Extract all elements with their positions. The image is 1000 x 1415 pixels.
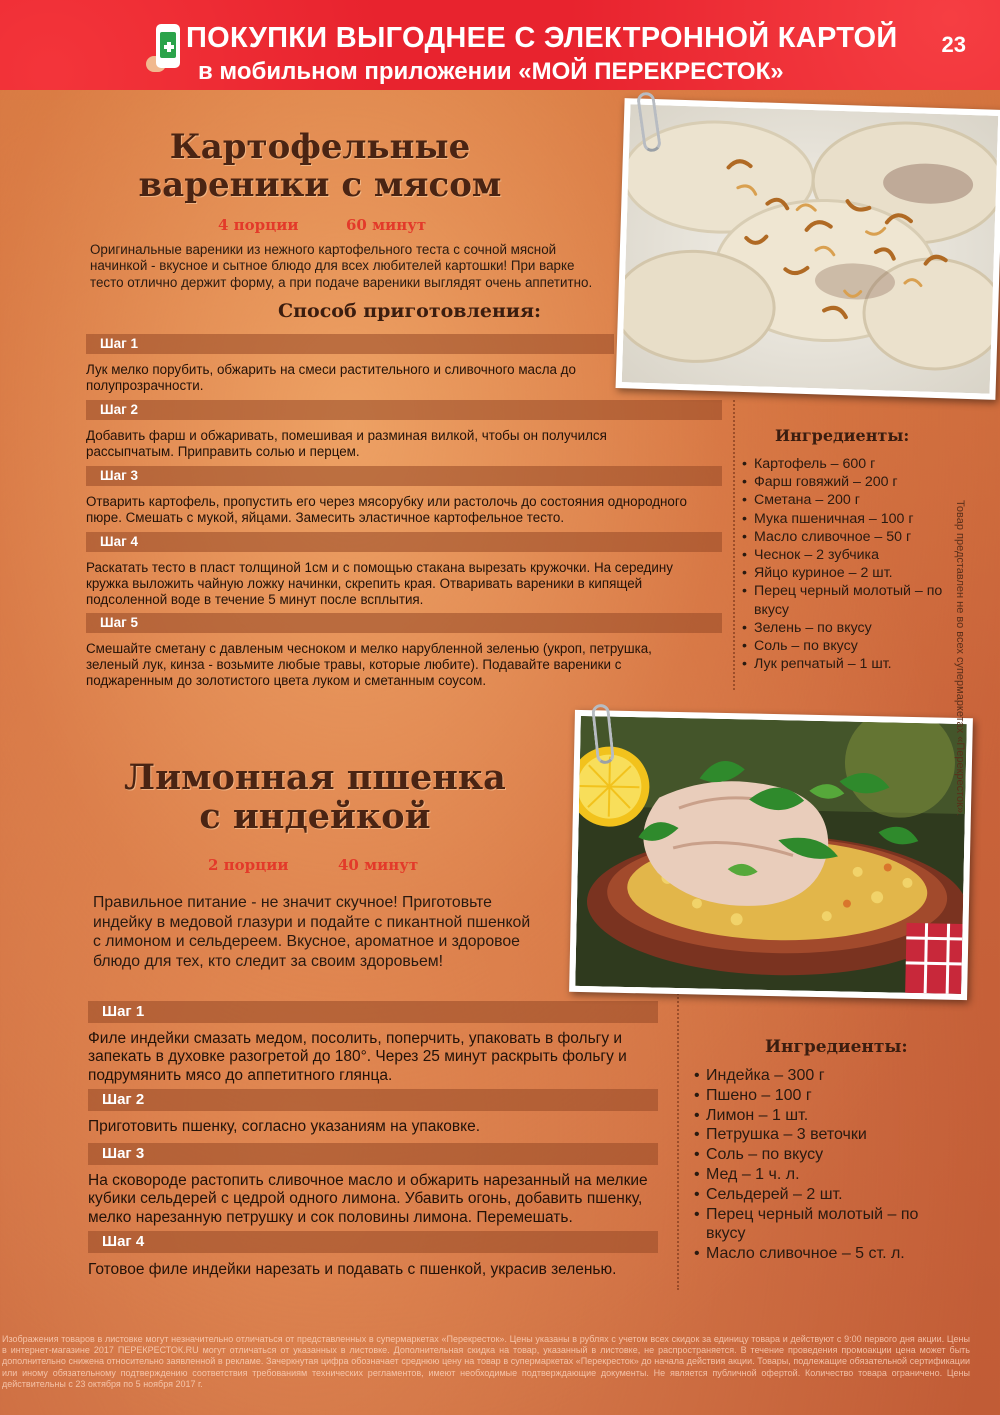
phone-app-icon: [156, 24, 180, 68]
recipe2-step3-bar: Шаг 3: [88, 1143, 658, 1165]
recipe1-intro: Оригинальные вареники из нежного картофельного теста с сочной мясной начинкой - вкусное и сытное блюдо для всех любителей картошки! При варке тесто отлично держит форму, а при подаче вареники выглядят очень аппетитно.: [90, 242, 593, 290]
recipe2-intro: Правильное питание - не значит скучное! Приготовьте индейку в медовой глазури и подайте с пикантной пшенкой с лимоном и сельдереем. Вкусное, ароматное и здоровое блюдо для тех, кто следит за своим здоровьем!: [93, 894, 531, 970]
ingredient-item: • Лимон – 1 шт.: [694, 1106, 926, 1126]
recipe1-divider: [733, 400, 735, 690]
ingredient-item: • Чеснок – 2 зубчика: [742, 546, 954, 564]
recipe1-step1-bar: Шаг 1: [86, 334, 614, 354]
ingredient-item: • Индейка – 300 г: [694, 1066, 926, 1086]
ingredient-item: • Перец черный молотый – по вкусу: [694, 1205, 926, 1245]
recipe1-step1-text: Лук мелко порубить, обжарить на смеси растительного и сливочного масла до полупрозрачности.: [86, 362, 576, 394]
ingredient-item: • Соль – по вкусу: [694, 1145, 926, 1165]
recipe1-step4-text: Раскатать тесто в пласт толщиной 1см и с помощью стакана вырезать кружочки. На середину кружка выложить чайную ложку начинки, скрепить края. Отваривать вареники в кипящей подсоленной воде в течение 5 минут после всплытия.: [86, 560, 673, 608]
page-number: 23: [941, 32, 966, 57]
promo-header: [0, 0, 1000, 90]
recipe2-step3-text: На сковороде растопить сливочное масло и обжарить нарезанный на мелкие кубики сельдерей с цедрой одного лимона. Убавить огонь, добавить пшенку, мелко нарезанную петрушку и сок половины лимона. Перемешать.: [88, 1172, 648, 1226]
recipe1-step5-bar: Шаг 5: [86, 613, 722, 633]
ingredient-item: • Масло сливочное – 50 г: [742, 528, 954, 546]
recipe1-title: Картофельные вареники с мясом: [138, 127, 502, 206]
recipe2-ingredients-title: Ингредиенты:: [765, 1037, 908, 1057]
recipe2-step4-text: Готовое филе индейки нарезать и подавать с пшенкой, украсив зеленью.: [88, 1261, 617, 1278]
dumplings-image: [622, 104, 999, 393]
recipe2-time: 40 минут: [338, 856, 419, 874]
ingredient-item: • Петрушка – 3 веточки: [694, 1125, 926, 1145]
ingredient-item: • Лук репчатый – 1 шт.: [742, 655, 954, 673]
legal-disclaimer: Изображения товаров в листовке могут незначительно отличаться от представленных в супермаркетах «Перекресток». Цены указаны в рублях с учетом всех скидок за единицу товара и действуют с 9:00 первого дня акции. Цены в интернет-магазине 2017 ПЕРЕКРЕСТОК.RU могут отличаться от указанных в листовке. Дополнительная скидка на товар, указанный в листовке, не распространяется. В течение проведения промоакции цена может быть дополнительно снижена относительно заявленной в рекламе. Зачеркнутая цифра обозначает среднюю цену на товар в супермаркетах «Перекресток» до начала действия акции. Товары, подлежащие обязательной сертификации или иному обязательному подтверждению соответствия требованиям технических регламентов, имеют необходимые подтверждающие документы. Не является публичной офертой. Количество товара ограничено. Цены действительны с 23 октября по 5 ноября 2017 г.: [2, 1334, 970, 1389]
recipe2-step2-text: Приготовить пшенку, согласно указаниям на упаковке.: [88, 1118, 481, 1135]
recipe1-ingredients-title: Ингредиенты:: [775, 426, 910, 445]
recipe2-step2-bar: Шаг 2: [88, 1089, 658, 1111]
recipe2-step1-text: Филе индейки смазать медом, посолить, поперчить, упаковать в фольгу и запекать в духовке разогретой до 180°. Через 25 минут раскрыть фольгу и подрумянить мясо до аппетитного глянца.: [88, 1030, 627, 1084]
ingredient-item: • Мед – 1 ч. л.: [694, 1165, 926, 1185]
recipe1-time: 60 минут: [346, 216, 427, 234]
ingredient-item: • Масло сливочное – 5 ст. л.: [694, 1244, 926, 1264]
recipe2-ingredients-list: [694, 1066, 926, 1264]
ingredient-item: • Сельдерей – 2 шт.: [694, 1185, 926, 1205]
ingredient-item: • Зелень – по вкусу: [742, 619, 954, 637]
recipe1-step3-bar: Шаг 3: [86, 466, 722, 486]
ingredient-item: • Сметана – 200 г: [742, 491, 954, 509]
recipe1-step5-text: Смешайте сметану с давленым чесноком и мелко нарубленной зеленью (укроп, петрушка, зеленый лук, кинза - возьмите любые травы, которые любите). Подавайте вареники с поджаренным до золотистого цвета луком и сметанным соусом.: [86, 641, 652, 689]
turkey-millet-image: [575, 716, 967, 994]
ingredient-item: • Картофель – 600 г: [742, 455, 954, 473]
ingredient-item: • Пшено – 100 г: [694, 1086, 926, 1106]
recipe1-portions: 4 порции: [218, 216, 299, 234]
recipe1-step4-bar: Шаг 4: [86, 532, 722, 552]
recipe2-step1-bar: Шаг 1: [88, 1001, 658, 1023]
recipe2-portions: 2 порции: [208, 856, 289, 874]
header-subline: в мобильном приложении «МОЙ ПЕРЕКРЕСТОК»: [198, 58, 784, 85]
turkey-millet-photo: [569, 710, 973, 1000]
recipe2-step4-bar: Шаг 4: [88, 1231, 658, 1253]
recipe2-divider: [677, 990, 679, 1290]
recipe1-step2-text: Добавить фарш и обжаривать, помешивая и разминая вилкой, чтобы он получился рассыпчатым. Приправить солью и перцем.: [86, 428, 607, 460]
recipe1-ingredients-list: [742, 455, 954, 673]
ingredient-item: • Фарш говяжий – 200 г: [742, 473, 954, 491]
header-headline: ПОКУПКИ ВЫГОДНЕЕ С ЭЛЕКТРОННОЙ КАРТОЙ: [186, 22, 898, 54]
recipe1-step3-text: Отварить картофель, пропустить его через мясорубку или растолочь до состояния однородного пюре. Смешать с мукой, яйцами. Замесить эластичное картофельное тесто.: [86, 494, 687, 526]
ingredient-item: • Соль – по вкусу: [742, 637, 954, 655]
recipe1-step2-bar: Шаг 2: [86, 400, 722, 420]
method-title: Способ приготовления:: [278, 300, 542, 322]
dumplings-photo: [616, 98, 1000, 400]
availability-note: Товар представлен не во всех супермаркетах «Перекресток».: [954, 500, 966, 817]
recipe2-title: Лимонная пшенка с индейкой: [124, 757, 506, 838]
ingredient-item: • Яйцо куриное – 2 шт.: [742, 564, 954, 582]
ingredient-item: • Мука пшеничная – 100 г: [742, 510, 954, 528]
ingredient-item: • Перец черный молотый – по вкусу: [742, 582, 954, 618]
